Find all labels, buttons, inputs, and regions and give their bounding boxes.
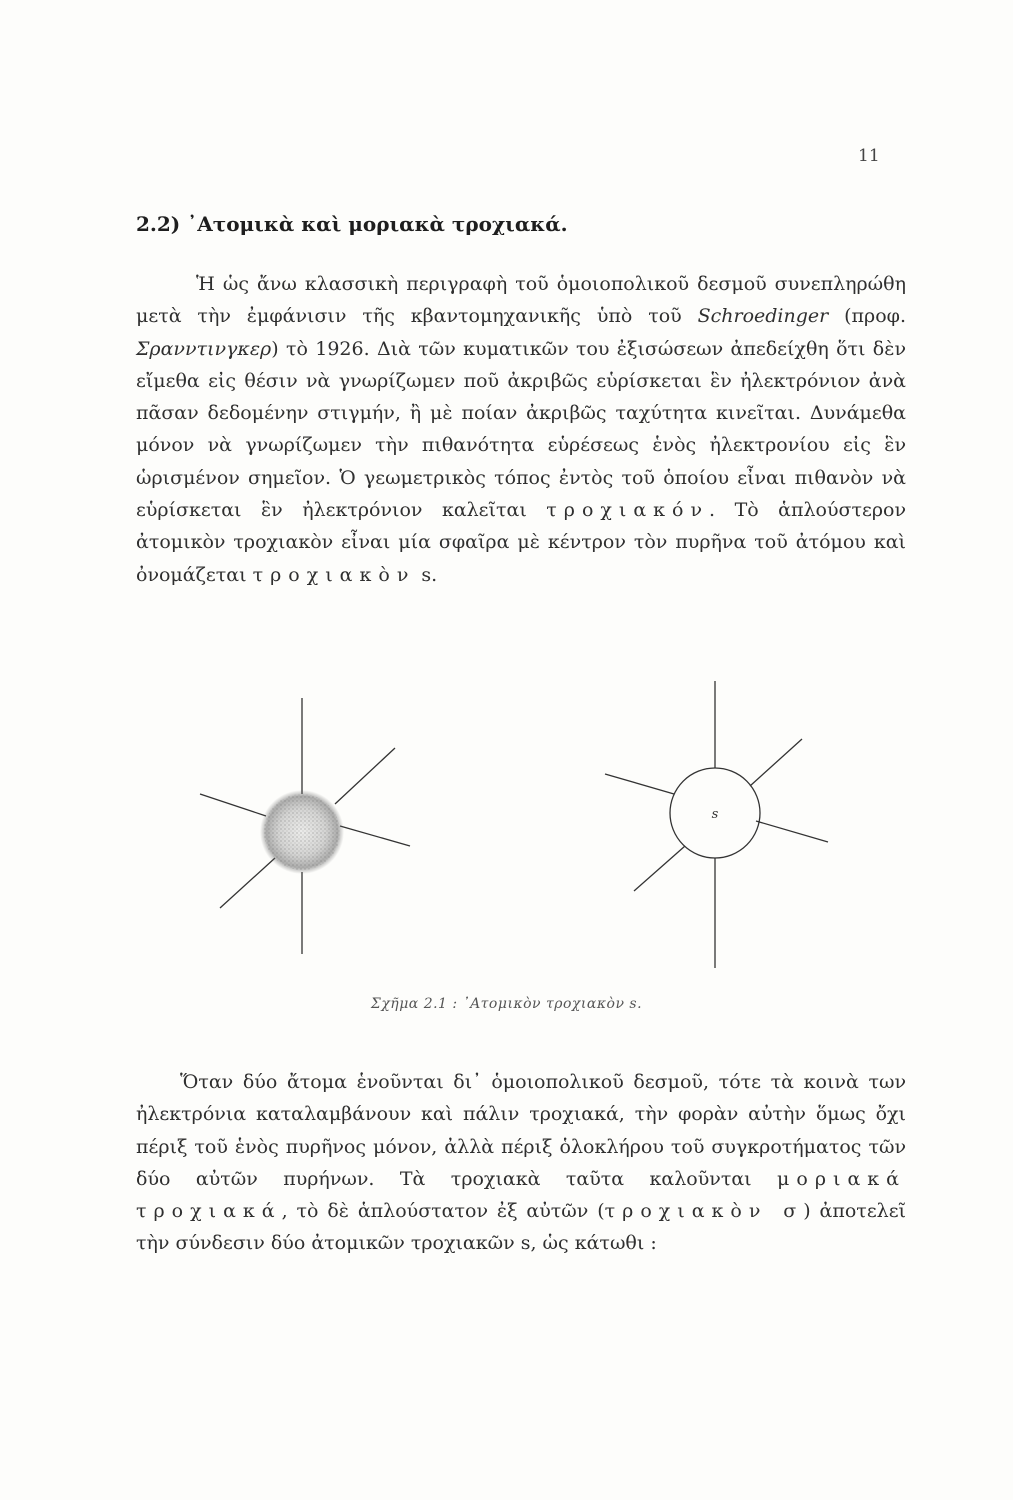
figure-s-orbital [180,676,840,976]
section-title: 2.2) ᾿Ατομικὰ καὶ μοριακὰ τροχιακά. [136,212,568,236]
paragraph-text: Ὅταν δύο ἄτομα ἑνοῦνται δι᾿ ὁμοιοπολικοῦ δεσμοῦ, τότε τὰ κοινὰ των ἠλεκτρόνια καταλαμβάνουν καὶ πάλιν τροχιακά, τὴν φορὰν αὐτὴν ὅμως ὄχι πέριξ τοῦ ἑνὸς πυρῆνος μόνον, ἀλλὰ πέριξ ὁλοκλήρου τοῦ συγκροτήματος τῶν δύο αὐτῶν πυρήνων. Τὰ τροχιακὰ ταῦτα καλοῦνται [136,1071,906,1190]
paragraph-text: ) τὸ 1926. Διὰ τῶν κυματικῶν του ἐξισώσεων ἀπεδείχθη ὅτι δὲν εἴμεθα εἰς θέσιν νὰ γνωρίζωμεν ποῦ ἀκριβῶς εὑρίσκεται ἓν ἠλεκτρόνιον ἀνὰ πᾶσαν δεδομένην στιγμήν, ἢ μὲ ποίαν ἀκριβῶς ταχύτητα κινεῖται. Δυνάμεθα μόνον νὰ γνωρίζωμεν τὴν πιθανότητα εὑρέσεως ἑνὸς ἠλεκτρονίου εἰς ἓν ὡρισμένον σημεῖον. Ὁ γεωμετρικὸς τόπος ἐντὸς τοῦ ὁποίου εἶναι πιθανὸν νὰ εὑρίσκεται ἓν ἠλεκτρόνιον καλεῖται [136,337,906,522]
axis-line [340,826,410,846]
page-number: 11 [858,146,880,166]
electron-cloud-stipple [264,794,340,870]
paragraph-text: s. [415,563,438,586]
paragraph-molecular-orbitals [136,1066,906,1260]
term-molecular-orbitals: μοριακά τροχιακά [136,1167,906,1223]
paragraph-text: ) ἀποτελεῖ τὴν σύνδεσιν δύο ἀτομικῶν τροχιακῶν s, ὡς κάτωθι : [136,1200,906,1255]
figure-caption: Σχῆμα 2.1 : ᾿Ατομικὸν τροχιακὸν s. [370,996,643,1012]
paragraph-text: Ἡ ὡς ἄνω κλασσικὴ περιγραφὴ τοῦ ὁμοιοπολικοῦ δεσμοῦ συνεπληρώθη μετὰ τὴν ἐμφάνισιν τῆς κβαντομηχανικῆς ὑπὸ τοῦ [136,273,906,328]
axis-line [750,739,802,786]
paragraph-text: (προφ. [828,305,906,328]
axis-line [634,846,685,891]
paragraph-text: , τὸ δὲ ἁπλούστατον ἐξ αὐτῶν ( [281,1200,605,1223]
paragraph-orbital-intro [136,268,906,591]
scientist-name-latin: Schroedinger [697,305,829,328]
axis-line [756,821,828,842]
s-orbital-diagram [180,676,840,976]
paragraph-text: . Τὸ ἁπλούστερον ἀτομικὸν τροχιακὸν εἶναι μία σφαῖρα μὲ κέντρον τὸν πυρῆνα τοῦ ἀτόμου καὶ ὀνομάζεται [136,499,906,586]
term-sigma-orbital: τροχιακὸν σ [604,1200,804,1223]
term-orbital: τροχιακόν [546,499,710,522]
axis-line [605,774,674,794]
s-orbital-outline-group [605,681,828,968]
axis-line [220,858,275,908]
axis-line [200,794,266,816]
orbital-label: s [711,807,719,822]
axis-line [335,748,395,804]
scientist-name-greek: Σρανντινγκερ [136,337,272,360]
term-s-orbital: τροχιακὸν [252,563,416,586]
